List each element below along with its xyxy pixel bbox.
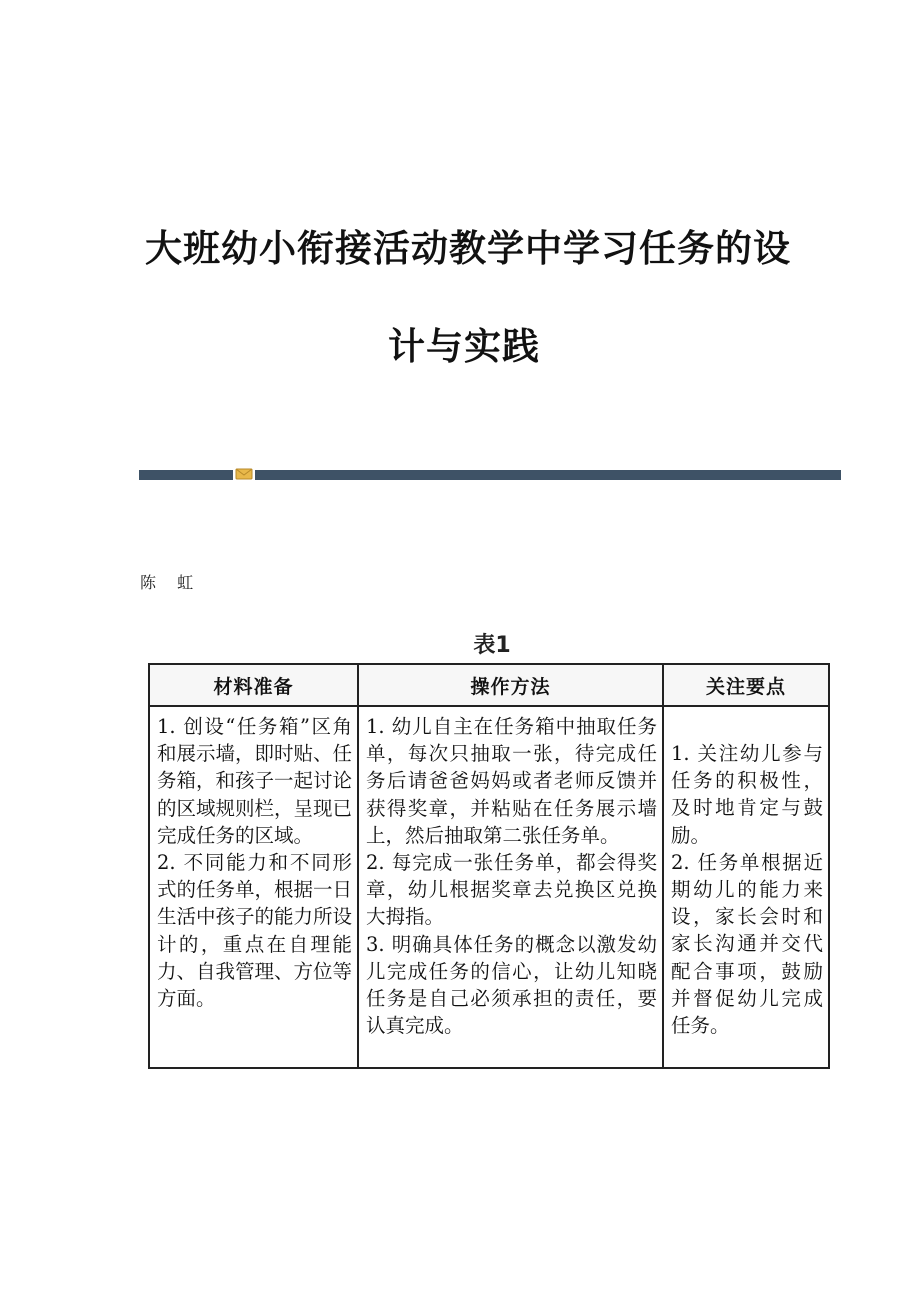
author-name: 陈 虹 bbox=[140, 573, 202, 592]
table-cell-paragraph: 2. 任务单根据近期幼儿的能力来设，家长会时和家长沟通并交代配合事项，鼓励并督促幼儿完成任务。 bbox=[671, 850, 823, 1038]
table-header-key-points: 关注要点 bbox=[664, 665, 828, 707]
table-cell-paragraph: 2. 每完成一张任务单，都会得奖章，幼儿根据奖章去兑换区兑换大拇指。 bbox=[366, 851, 657, 929]
table-cell-paragraph: 3. 明确具体任务的概念以激发幼儿完成任务的信心，让幼儿知晓任务是自己必须承担的责任，要认真完成。 bbox=[366, 932, 657, 1038]
table-column-materials bbox=[150, 665, 357, 1067]
table-cell-paragraph: 1. 幼儿自主在任务箱中抽取任务单，每次只抽取一张，待完成任务后请爸爸妈妈或者老师反馈并获得奖章，并粘贴在任务展示墙上，然后抽取第二张任务单。 bbox=[366, 715, 657, 847]
table-caption-text: 表1 bbox=[473, 633, 511, 658]
table-cell-paragraph: 1. 关注幼儿参与任务的积极性，及时地肯定与鼓励。 bbox=[671, 742, 823, 847]
table-cell-methods bbox=[359, 707, 662, 1039]
title-divider-left bbox=[139, 470, 233, 480]
table-cell-key-points bbox=[664, 707, 828, 1039]
table-caption bbox=[0, 628, 920, 659]
envelope-icon bbox=[235, 466, 253, 482]
table-column-methods bbox=[357, 665, 662, 1067]
table-cell-paragraph: 1. 创设“任务箱”区角和展示墙，即时贴、任务箱，和孩子一起讨论的区域规则栏，呈现已完成任务的区域。 bbox=[157, 715, 353, 847]
title-divider-right bbox=[255, 470, 841, 480]
activity-table bbox=[148, 663, 830, 1069]
table-cell-materials bbox=[150, 707, 357, 1012]
table-header-materials: 材料准备 bbox=[150, 665, 357, 707]
table-header-methods: 操作方法 bbox=[359, 665, 662, 707]
table-column-key-points bbox=[662, 665, 828, 1067]
document-title-line-2: 计与实践 bbox=[388, 325, 540, 368]
table-cell-paragraph: 2. 不同能力和不同形式的任务单，根据一日生活中孩子的能力所设计的，重点在自理能力、自我管理、方位等方面。 bbox=[157, 851, 353, 1011]
document-title-line-1: 大班幼小衔接活动教学中学习任务的设 bbox=[145, 227, 791, 270]
